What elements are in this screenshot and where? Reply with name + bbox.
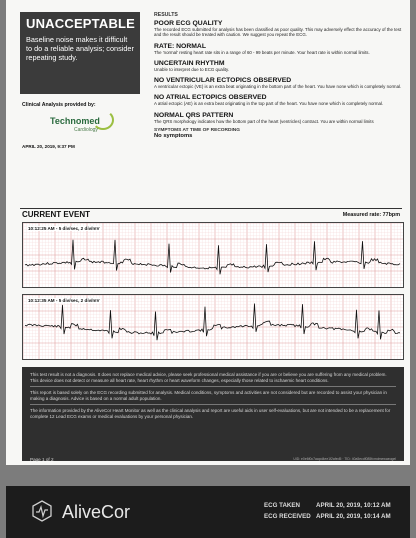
result-text: Unable to interpret due to ECG quality. [154, 66, 230, 72]
result-heading: RATE: NORMAL [154, 42, 206, 50]
ecg-taken-value: APRIL 20, 2019, 10:12 AM [316, 502, 391, 509]
analysis-date: APRIL 20, 2019, 9:37 PM [22, 144, 75, 149]
logo-name: Technomed [50, 116, 100, 126]
result-item [154, 112, 402, 124]
results-label: RESULTS [154, 12, 178, 18]
result-item [154, 20, 402, 38]
result-heading: NORMAL QRS PATTERN [154, 111, 234, 119]
disclaimer-text: This test result is not a diagnosis. It does not replace medical advice, please seek professional medical assistance if you are or believe you are suffering from any medical problem. This device does not detect or measure all heart rate, heart rhythm or heart waveform changes, especially those related to ischaemic heart conditions. [30, 372, 387, 383]
result-item [154, 60, 402, 72]
result-text: A atrial ectopic (AE) is an extra beat originating in the top part of the heart. You have none which is completely normal. [154, 101, 384, 107]
status-description: Baseline noise makes it difficult to do a reliable analysis; consider repeating study. [26, 35, 134, 62]
report-page [6, 0, 410, 465]
alivecor-logo-icon [31, 500, 53, 522]
result-heading: POOR ECG QUALITY [154, 20, 223, 27]
report-header-page-2 [6, 486, 410, 538]
result-text: The recorded ECG submitted for analysis has been classified as poor quality. This may adversely effect the accuracy of the test and the result should be treated with caution. We suggest you repeat the ECG. [154, 27, 402, 38]
result-item [154, 77, 402, 89]
strip-label: 10:12:35 AM - 5 div/sec, 2 div/mV [28, 298, 100, 303]
ecg-received-label: ECG RECEIVED [264, 513, 311, 520]
result-text: The 'normal' resting heart rate sits in a range of 60 - 99 beats per minute. Your heart rate is within normal limits. [154, 49, 370, 55]
result-text: The QRS morphology indicates how the bottom part of the heart (ventricles) contract. You are within normal limits [154, 118, 374, 124]
ecg-strip [22, 294, 404, 360]
strip-label: 10:12:25 AM - 5 div/sec, 2 div/mV [28, 226, 100, 231]
record-id: UID: e0e6f0c7aapd4ee1f2afed5 · TID: 40a5ecdf085fcmdmewaeogel [293, 457, 396, 461]
ecg-strip-graph [23, 223, 403, 287]
event-title: CURRENT EVENT [22, 210, 91, 219]
result-heading: NO ATRIAL ECTOPICS OBSERVED [154, 94, 267, 102]
results-section [154, 12, 402, 139]
symptoms-value: No symptoms [154, 133, 193, 140]
result-heading: NO VENTRICULAR ECTOPICS OBSERVED [154, 77, 292, 85]
ecg-taken-label: ECG TAKEN [264, 502, 300, 509]
disclaimer-box [22, 367, 404, 461]
section-divider [20, 208, 402, 209]
result-item [154, 94, 402, 106]
symptoms-label: SYMPTOMS AT TIME OF RECORDING [154, 128, 240, 134]
alivecor-brand: AliveCor [62, 502, 131, 522]
measured-rate: Measured rate: 77bpm [342, 212, 400, 218]
disclaimer-text: The information provided by the AliveCor Heart Monitor as well as the clinical analysis and report are useful aids in user self-evaluations, but are not intended to be a replacement for complete 12 Lead ECG exams or medical evaluations by your personal physician. [30, 408, 391, 419]
ecg-received-value: APRIL 20, 2019, 10:14 AM [316, 513, 391, 520]
provider-label: Clinical Analysis provided by: [22, 102, 96, 108]
ecg-strip-graph [23, 295, 403, 359]
result-text: A ventricular ectopic (VE) is an extra beat originating in the bottom part of the heart. You have none which is completely normal. [154, 84, 402, 90]
page-number: Page 1 of 2 [30, 457, 54, 462]
result-heading: UNCERTAIN RHYTHM [154, 59, 225, 67]
technomed-logo [48, 110, 118, 138]
ecg-strip [22, 222, 404, 288]
disclaimer-text: This report is based solely on the ECG recording submitted for analysis. Medical conditions, symptoms and activities are not considered but are recorded to assist your physician in making a diagnosis. Advice is based on a normal adult population. [30, 390, 387, 401]
status-box [20, 12, 140, 94]
result-item [154, 43, 402, 55]
status-title: UNACCEPTABLE [26, 16, 136, 31]
ecg-meta [264, 502, 410, 524]
logo-sub: Cardiology [74, 127, 98, 133]
